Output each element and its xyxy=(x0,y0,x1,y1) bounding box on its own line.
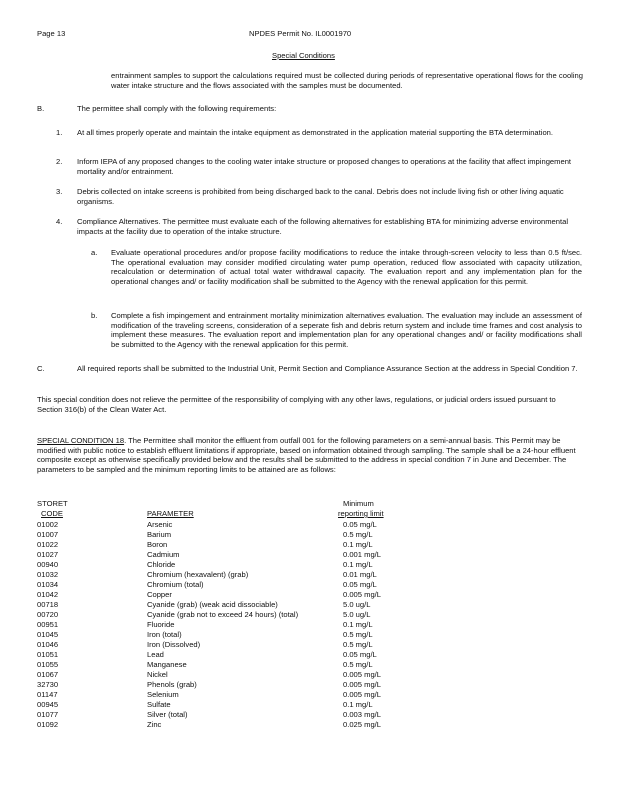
reporting-limit: 0.005 mg/L xyxy=(343,680,381,689)
item-number: 1. xyxy=(56,128,63,137)
reporting-limit-header: reporting limit xyxy=(338,509,384,518)
storet-code: 00945 xyxy=(37,700,59,709)
parameter-name: Copper xyxy=(147,590,172,599)
minimum-header: Minimum xyxy=(343,499,374,508)
storet-code: 01027 xyxy=(37,550,59,559)
reporting-limit: 0.1 mg/L xyxy=(343,540,373,549)
item-text: Debris collected on intake screens is prohibited from being discharged back to the canal. Debris does not include living fish or other living aquatic organisms. xyxy=(77,187,564,206)
storet-code: 01032 xyxy=(37,570,59,579)
item-number: 4. xyxy=(56,217,63,226)
storet-code: 00718 xyxy=(37,600,59,609)
parameter-name: Chromium (total) xyxy=(147,580,204,589)
parameter-name: Nickel xyxy=(147,670,168,679)
reporting-limit: 0.005 mg/L xyxy=(343,690,381,699)
reporting-limit: 0.005 mg/L xyxy=(343,670,381,679)
storet-code: 01092 xyxy=(37,720,59,729)
parameter-name: Phenols (grab) xyxy=(147,680,197,689)
reporting-limit: 0.1 mg/L xyxy=(343,560,373,569)
subitem-letter: b. xyxy=(91,311,98,320)
storet-code: 01051 xyxy=(37,650,59,659)
parameter-name: Manganese xyxy=(147,660,187,669)
parameter-name: Sulfate xyxy=(147,700,171,709)
parameter-header: PARAMETER xyxy=(147,509,194,518)
parameter-name: Iron (total) xyxy=(147,630,182,639)
storet-code: 00951 xyxy=(37,620,59,629)
special-condition-18-text: . The Permittee shall monitor the effluent from outfall 001 for the following parameters on a semi-annual basis. This Permit may be modified with public notice to establish effluent limitations if appropriate, based on information obtained through sampling. The sample shall be a 24-hour effluent composite except as otherwise specifically provided below and the results shall be submitted to the address in special condition 7 in June and December. The parameters to be sampled and the minimum reporting limits to be attained are as follows: xyxy=(37,436,576,474)
parameter-name: Zinc xyxy=(147,720,162,729)
storet-code: 01022 xyxy=(37,540,59,549)
closing-paragraph: This special condition does not relieve the permittee of the responsibility of complying with any other laws, regulations, or judicial orders issued pursuant to Section 316(b) of the Clean Water Act. xyxy=(37,395,556,414)
item-number: 3. xyxy=(56,187,63,196)
reporting-limit: 0.5 mg/L xyxy=(343,660,373,669)
item-text: At all times properly operate and maintain the intake equipment as demonstrated in the application material supporting the BTA determination. xyxy=(77,128,554,137)
item-text: Inform IEPA of any proposed changes to the cooling water intake structure or proposed changes to operations at the facility that affect impingement mortality and/or entrainment. xyxy=(77,157,572,176)
reporting-limit: 0.5 mg/L xyxy=(343,530,373,539)
reporting-limit: 0.001 mg/L xyxy=(343,550,381,559)
reporting-limit: 0.003 mg/L xyxy=(343,710,381,719)
storet-header: STORET xyxy=(37,499,68,508)
section-c-marker: C. xyxy=(37,364,45,373)
subitem-letter: a. xyxy=(91,248,98,257)
item-text: Compliance Alternatives. The permittee must evaluate each of the following alternatives for establishing BTA for minimizing adverse environmental impacts at the facility due to operation of the intake structure. xyxy=(77,217,569,236)
storet-code: 01034 xyxy=(37,580,59,589)
special-condition-18-label: SPECIAL CONDITION 18 xyxy=(37,436,125,445)
parameter-name: Boron xyxy=(147,540,168,549)
reporting-limit: 0.1 mg/L xyxy=(343,620,373,629)
parameter-name: Silver (total) xyxy=(147,710,188,719)
storet-code: 32730 xyxy=(37,680,59,689)
parameter-name: Lead xyxy=(147,650,164,659)
reporting-limit: 0.05 mg/L xyxy=(343,520,377,529)
storet-code: 01147 xyxy=(37,690,58,699)
parameter-name: Cyanide (grab not to exceed 24 hours) (total) xyxy=(147,610,299,619)
parameter-name: Iron (Dissolved) xyxy=(147,640,201,649)
storet-code: 01055 xyxy=(37,660,59,669)
code-header: CODE xyxy=(41,509,63,518)
storet-code: 01002 xyxy=(37,520,59,529)
storet-code: 01046 xyxy=(37,640,59,649)
subitem-text: Evaluate operational procedures and/or propose facility modifications to reduce the intake through-screen velocity to less than 0.5 ft/sec. The operational evaluation may consider modified circulating water pump operation, reduced flow associated with capacity utilization, recalculation or determination of actual total water withdrawal capacity. The evaluation report and any implementation plan for the operational changes and/ or facility modification shall be submitted to the Agency with the renewal application for this permit. xyxy=(111,248,582,286)
section-title: Special Conditions xyxy=(272,51,335,60)
section-c-text: All required reports shall be submitted to the Industrial Unit, Permit Section and Compliance Assurance Section at the address in Special Condition 7. xyxy=(77,364,578,373)
parameter-name: Chloride xyxy=(147,560,176,569)
storet-code: 00720 xyxy=(37,610,59,619)
reporting-limit: 0.005 mg/L xyxy=(343,590,381,599)
parameter-name: Fluoride xyxy=(147,620,175,629)
parameter-name: Cyanide (grab) (weak acid dissociable) xyxy=(147,600,278,609)
storet-code: 01042 xyxy=(37,590,59,599)
storet-code: 01067 xyxy=(37,670,59,679)
parameter-name: Chromium (hexavalent) (grab) xyxy=(147,570,249,579)
reporting-limit: 0.1 mg/L xyxy=(343,700,373,709)
reporting-limit: 0.01 mg/L xyxy=(343,570,377,579)
intro-paragraph: entrainment samples to support the calculations required must be collected during periods of representative operational flows for the cooling water intake structure and the flows associated with the samples must be documented. xyxy=(111,71,583,90)
parameter-name: Arsenic xyxy=(147,520,173,529)
storet-code: 01077 xyxy=(37,710,59,719)
parameter-name: Selenium xyxy=(147,690,179,699)
permit-number: NPDES Permit No. IL0001970 xyxy=(249,29,352,38)
reporting-limit: 0.05 mg/L xyxy=(343,650,377,659)
reporting-limit: 5.0 ug/L xyxy=(343,610,371,619)
storet-code: 01007 xyxy=(37,530,59,539)
section-b-text: The permittee shall comply with the following requirements: xyxy=(77,104,277,113)
parameter-name: Cadmium xyxy=(147,550,180,559)
page-number: Page 13 xyxy=(37,29,66,38)
section-b-marker: B. xyxy=(37,104,45,113)
reporting-limit: 0.5 mg/L xyxy=(343,630,373,639)
storet-code: 00940 xyxy=(37,560,59,569)
reporting-limit: 5.0 ug/L xyxy=(343,600,371,609)
reporting-limit: 0.05 mg/L xyxy=(343,580,377,589)
special-condition-18 xyxy=(37,436,582,474)
reporting-limit: 0.5 mg/L xyxy=(343,640,373,649)
storet-code: 01045 xyxy=(37,630,59,639)
subitem-text: Complete a fish impingement and entrainment mortality minimization alternatives evaluation. The evaluation may include an assessment of modification of the traveling screens, consideration of a seperate fish and debris return system and include time frames and cost analysis to implement these measures. The evaluation report and implementation plan for any operational changes and/ or facility modifications shall be submitted to the Agency with the renewal application for this permit. xyxy=(111,311,582,349)
parameter-name: Barium xyxy=(147,530,172,539)
reporting-limit: 0.025 mg/L xyxy=(343,720,381,729)
item-number: 2. xyxy=(56,157,63,166)
